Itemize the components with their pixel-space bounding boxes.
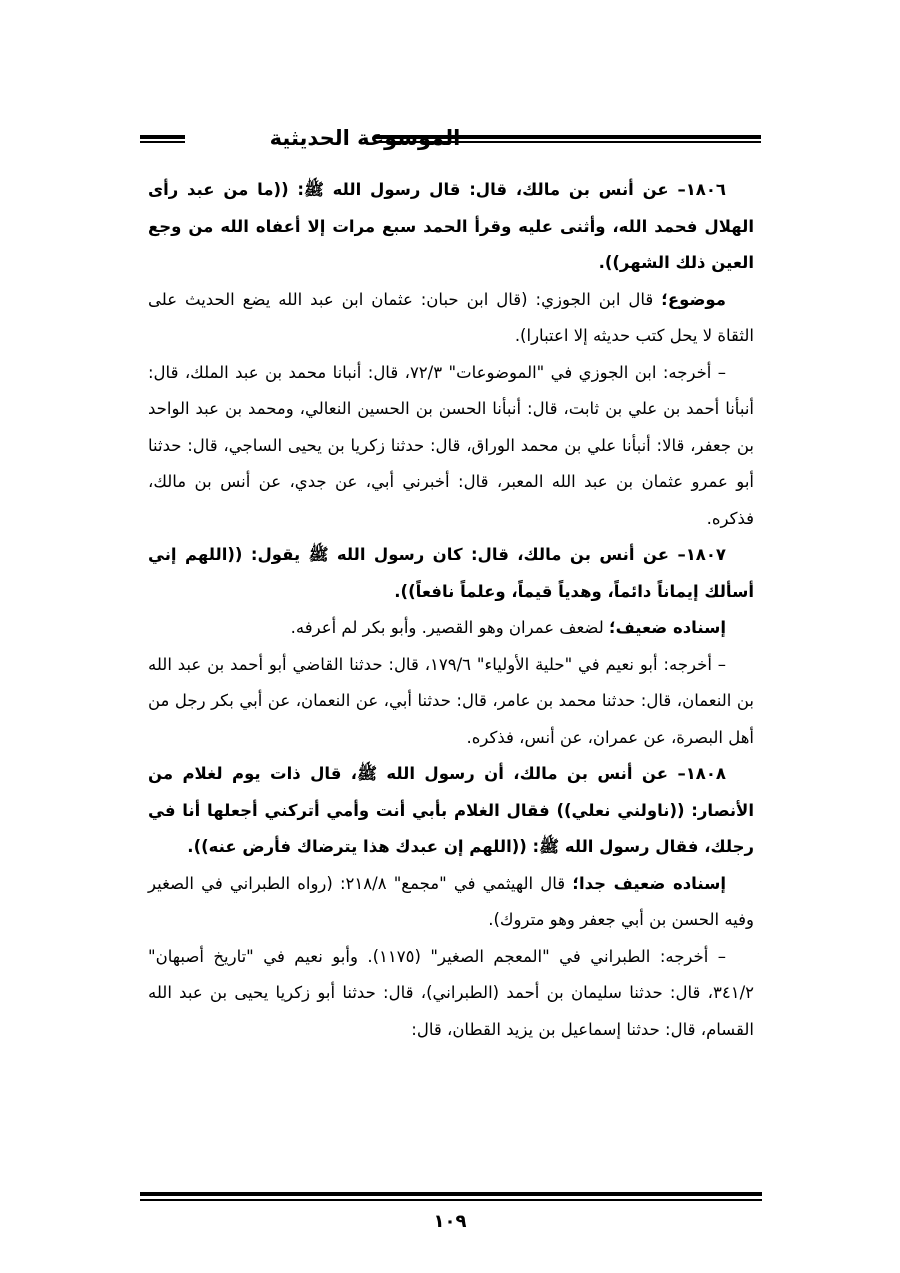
hadith-1807-grade <box>148 610 754 647</box>
grade-label: إسناده ضعيف جدا؛ <box>572 873 726 893</box>
grade-text: لضعف عمران وهو القصير. وأبو بكر لم أعرفه. <box>290 618 609 637</box>
hadith-1806-text: ١٨٠٦– عن أنس بن مالك، قال: قال رسول الله ﷺ: ((ما من عبد رأى الهلال فحمد الله، وأثنى عليه وقرأ الحمد سبع مرات إلا أعفاه الله من وجع العين ذلك الشهر)). <box>148 180 754 272</box>
hadith-1807-text: ١٨٠٧– عن أنس بن مالك، قال: كان رسول الله ﷺ يقول: ((اللهم إني أسألك إيماناً دائماً، وهدياً قيماً، وعلماً نافعاً)). <box>148 545 754 601</box>
header-dash-bottom <box>140 141 185 143</box>
footer-rule-top <box>140 1192 762 1196</box>
hadith-1806 <box>148 172 754 282</box>
grade-label: إسناده ضعيف؛ <box>608 618 726 637</box>
header-dash-top <box>140 135 185 139</box>
grade-text: قال ابن الجوزي: (قال ابن حبان: عثمان ابن عبد الله يضع الحديث على الثقاة لا يحل كتب حديثه إلا اعتبارا). <box>148 289 754 345</box>
takhrij-text: – أخرجه: ابن الجوزي في "الموضوعات" ٧٢/٣، قال: أنبانا محمد بن عبد الملك، قال: أنبأنا أحمد بن علي بن ثابت، قال: أنبأنا الحسن بن الحسين النعالي، ومحمد بن عبد الواحد بن جعفر، قالا: أنبأنا علي بن محمد الوراق، قال: حدثنا زكريا بن يحيى الساجي، قال: حدثنا أبو عمرو عثمان بن عبد الله المعبر، قال: أخبرني أبي، عن جدي، عن أنس بن مالك، فذكره. <box>148 362 754 528</box>
body-text <box>148 172 754 1048</box>
takhrij-text: – أخرجه: أبو نعيم في "حلية الأولياء" ١٧٩/٦، قال: حدثنا القاضي أبو أحمد بن عبد الله بن النعمان، قال: حدثنا محمد بن عامر، قال: حدثنا أبي، عن النعمان، عن أبي بكر رجل من أهل البصرة، عن عمران، عن أنس، فذكره. <box>148 654 754 747</box>
page-number: ١٠٩ <box>433 1211 467 1232</box>
footer-rule-bottom <box>140 1199 762 1201</box>
hadith-1808 <box>148 756 754 866</box>
hadith-1808-text: ١٨٠٨– عن أنس بن مالك، أن رسول الله ﷺ، قال ذات يوم لغلام من الأنصار: ((ناولني نعلي)) فقال الغلام بأبي أنت وأمي أتركني أجعلها أنا في رجلك، فقال رسول الله ﷺ: ((اللهم إن عبدك هذا يترضاك فأرض عنه)). <box>148 764 754 856</box>
hadith-1807-takhrij <box>148 647 754 757</box>
header-title: الموسوعة الحديثية <box>269 126 461 150</box>
takhrij-text: – أخرجه: الطبراني في "المعجم الصغير" (١١٧٥). وأبو نعيم في "تاريخ أصبهان" ٣٤١/٢، قال: حدثنا سليمان بن أحمد (الطبراني)، قال: حدثنا أبو زكريا يحيى بن عبد الله القسام، قال: حدثنا إسماعيل بن يزيد القطان، قال: <box>148 946 754 1039</box>
hadith-1807 <box>148 537 754 610</box>
grade-text: قال الهيثمي في "مجمع" ٢١٨/٨: (رواه الطبراني في الصغير وفيه الحسن بن أبي جعفر وهو متروك). <box>148 873 754 929</box>
hadith-1806-takhrij <box>148 355 754 538</box>
hadith-1808-grade <box>148 866 754 939</box>
hadith-1806-grade <box>148 282 754 355</box>
page-header <box>0 118 900 158</box>
grade-label: موضوع؛ <box>661 289 726 309</box>
hadith-1808-takhrij <box>148 939 754 1049</box>
